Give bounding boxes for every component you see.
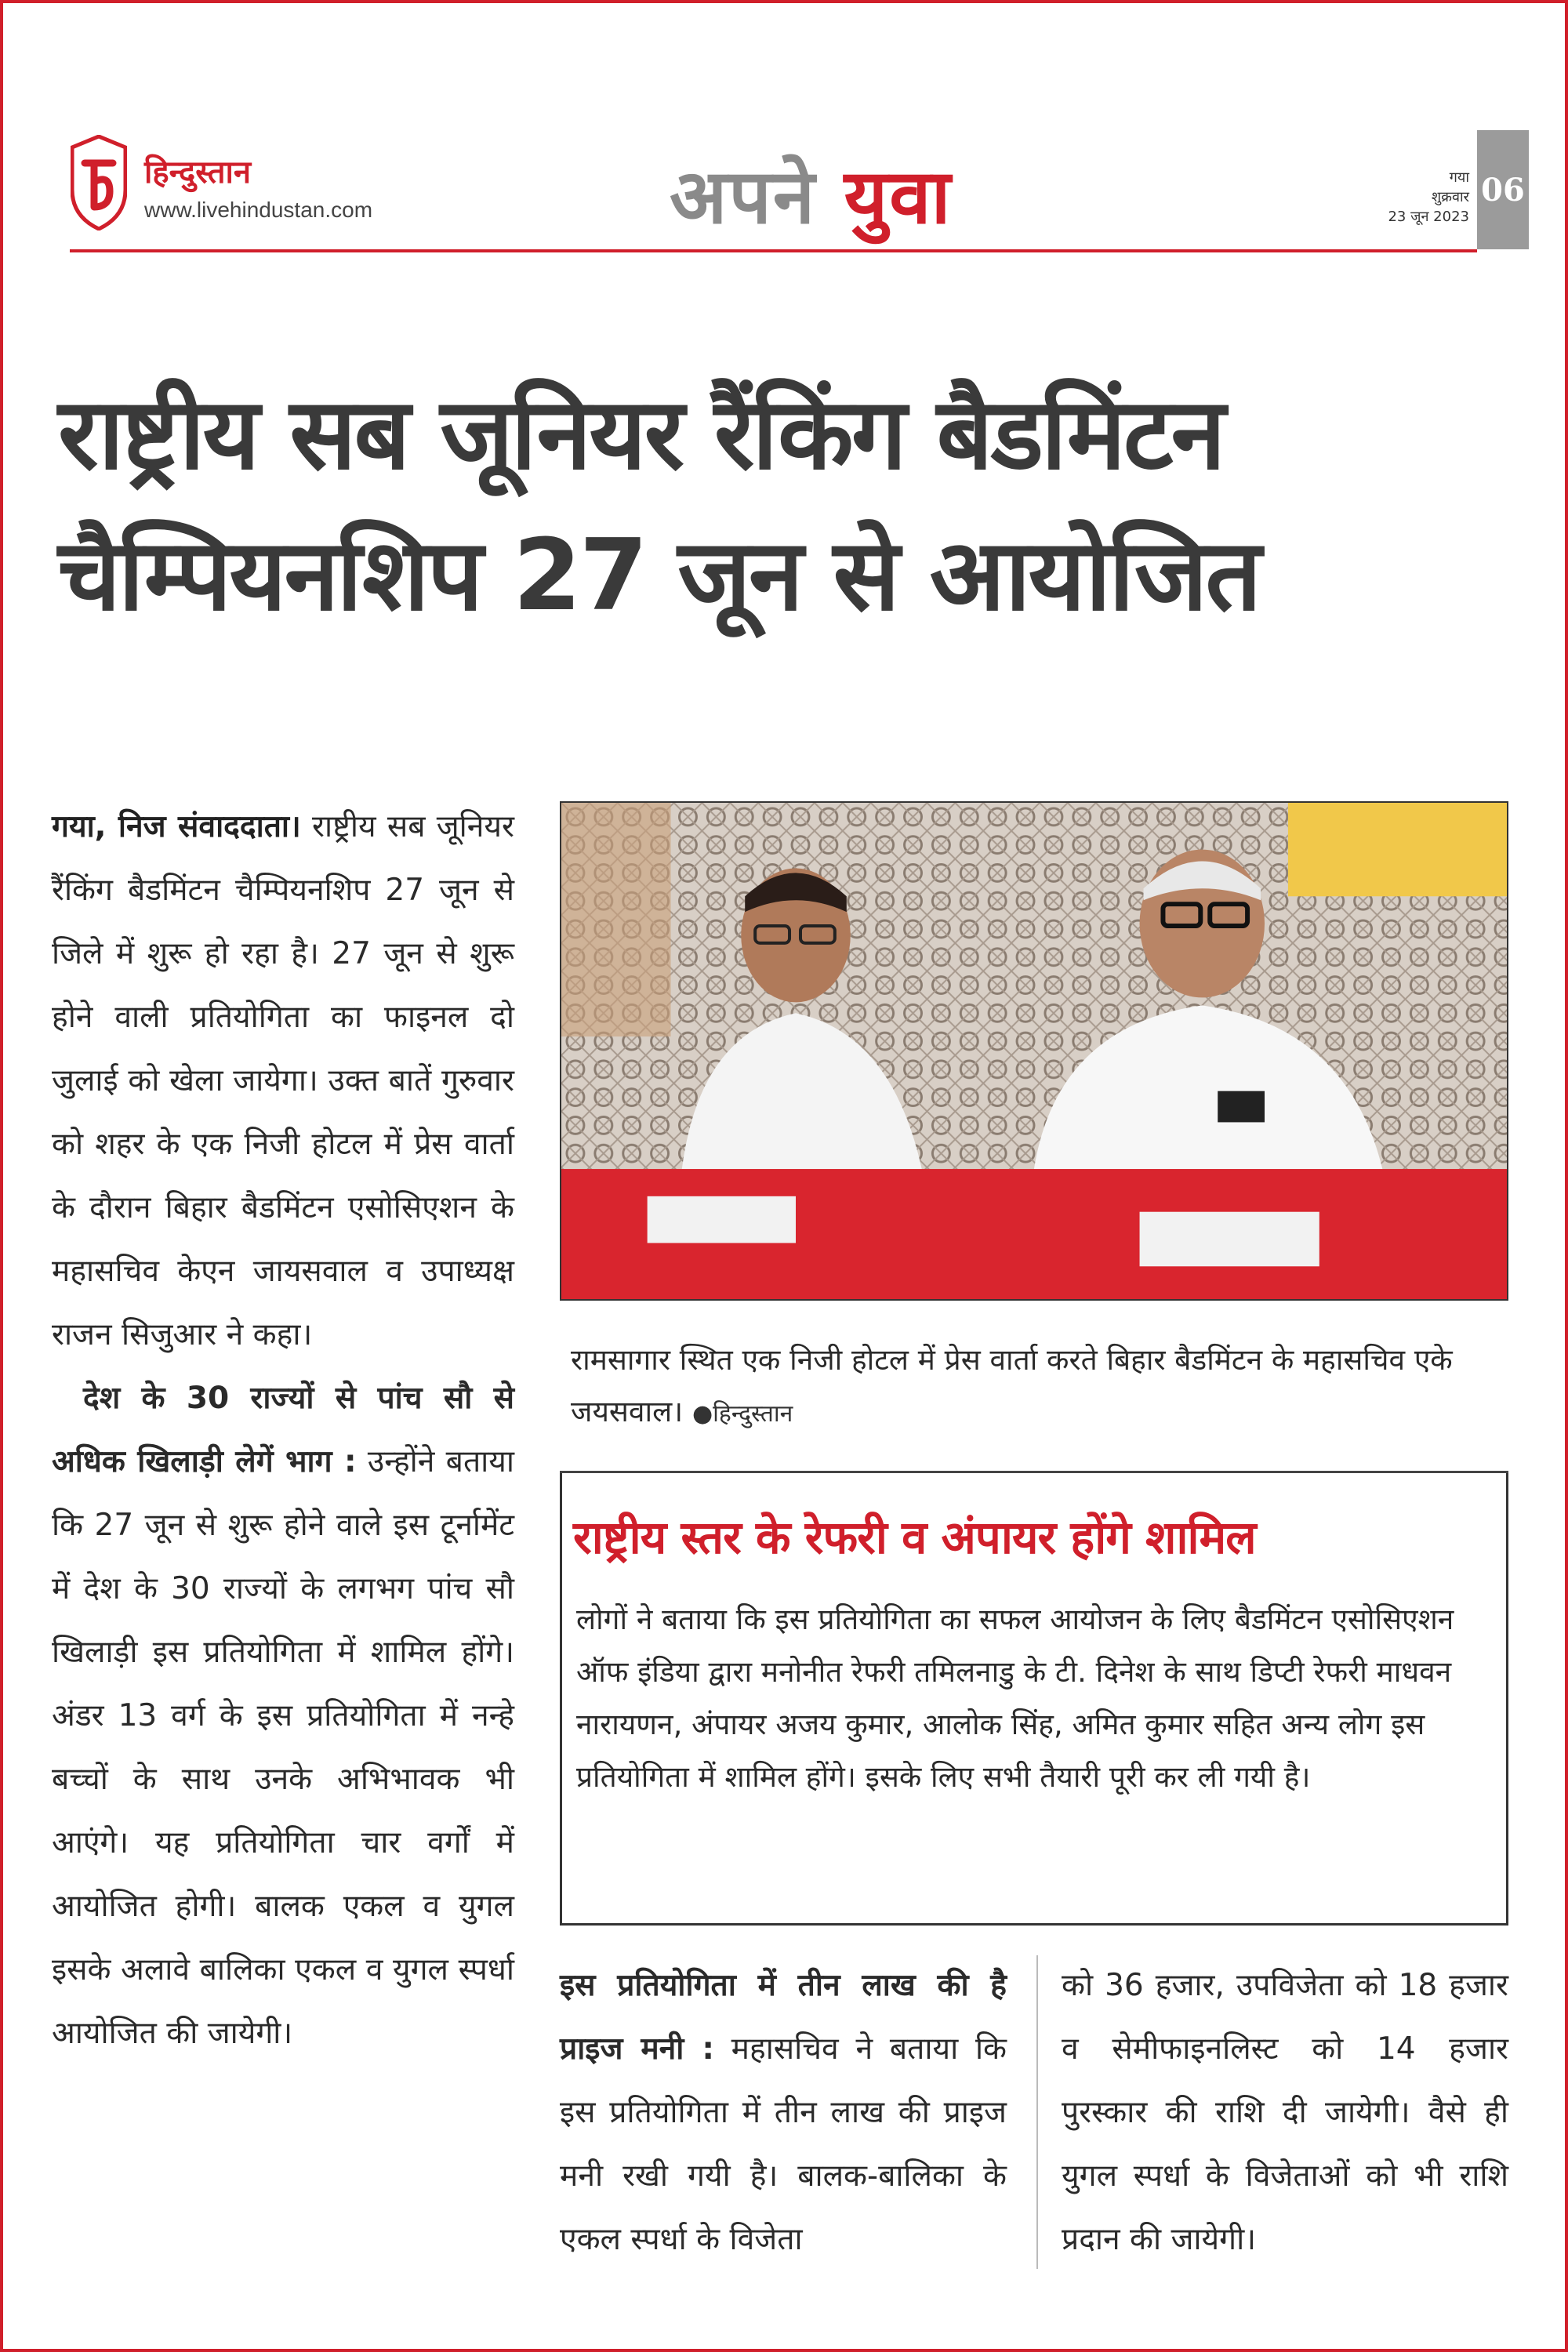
- story-paragraph-3-text: महासचिव ने बताया कि इस प्रतियोगिता में तीन लाख की प्राइज मनी रखी गयी है। बालक-बालिका के एकल स्पर्धा के विजेता: [560, 2031, 1007, 2257]
- section-title: [670, 143, 953, 245]
- story-subhead-2: इस प्रतियोगिता में तीन लाख की है प्राइज मनी :: [560, 1968, 1007, 2067]
- headline-line-2: चैम्पियनशिप 27 जून से आयोजित: [58, 517, 1260, 633]
- sidebar-story-box: [560, 1473, 1508, 1926]
- edition-date: 23 जून 2023: [1388, 209, 1469, 225]
- photo-caption-text: रामसागार स्थित एक निजी होटल में प्रेस वार्ता करते बिहार बैडमिंटन के महासचिव एके जयसवाल।: [571, 1343, 1453, 1428]
- hindustan-logo-icon: [71, 135, 127, 230]
- headline-line-1: राष्ट्रीय सब जूनियर रैंकिंग बैडमिंटन: [58, 376, 1224, 492]
- section-title-word-2: युवा: [844, 153, 953, 241]
- story-right-column: को 36 हजार, उपविजेता को 18 हजार व सेमीफाइनलिस्ट को 14 हजार पुरस्कार की राशि दी जायेगी। वैसे ही युगल स्पर्धा के विजेताओं को भी राशि प्रदान की जायेगी।: [1062, 1968, 1508, 2257]
- main-headline: [58, 364, 1516, 646]
- story-subhead-1: देश के 30 राज्यों से पांच सौ से अधिक खिलाड़ी लेगें भाग :: [52, 1381, 514, 1479]
- story-middle-column: [560, 1954, 1007, 2271]
- photo-caption: [571, 1334, 1496, 1440]
- brand-name: हिन्दुस्तान: [144, 154, 252, 191]
- section-title-word-1: अपने: [670, 153, 817, 241]
- press-conference-photo: [560, 801, 1508, 1301]
- sidebar-story-heading: राष्ट्रीय स्तर के रेफरी व अंपायर होंगे शामिल: [573, 1511, 1256, 1564]
- edition-weekday: शुक्रवार: [1431, 189, 1469, 205]
- page-number: 06: [1477, 130, 1529, 249]
- story-left-column: [52, 795, 514, 2065]
- story-paragraph-2-text: उन्होंने बताया कि 27 जून से शुरू होने वाले इस टूर्नामेंट में देश के 30 राज्यों के लगभग पांच सौ खिलाड़ी इस प्रतियोगिता में शामिल होंगे। अंडर 13 वर्ग के इस प्रतियोगिता में नन्हे बच्चों के साथ उनके अभिभावक भी आएंगे। यह प्रतियोगिता चार वर्गों में आयोजित होगी। बालक एकल व युगल इसके अलावे बालिका एकल व युगल स्पर्धा आयोजित की जायेगी।: [52, 1444, 514, 2051]
- column-divider: [1036, 1955, 1038, 2269]
- masthead: [3, 3, 1568, 262]
- story-paragraph-1-text: राष्ट्रीय सब जूनियर रैंकिंग बैडमिंटन चैम्पियनशिप 27 जून से जिले में शुरू हो रहा है। 27 जून से शुरू होने वाली प्रतियोगिता का फाइनल दो जुलाई को खेला जायेगा। उक्त बातें गुरुवार को शहर के एक निजी होटल में प्रेस वार्ता के दौरान बिहार बैडमिंटन एसोसिएशन के महासचिव केएन जायसवाल व उपाध्यक्ष राजन सिजुआर ने कहा।: [52, 809, 514, 1352]
- dateline-box: [1388, 168, 1469, 227]
- masthead-divider: [70, 249, 1477, 252]
- sidebar-story-text: लोगों ने बताया कि इस प्रतियोगिता का सफल आयोजन के लिए बैडमिंटन एसोसिएशन ऑफ इंडिया द्वारा मनोनीत रेफरी तमिलनाडु के टी. दिनेश के साथ डिप्टी रेफरी माधवन नारायणन, अंपायर अजय कुमार, आलोक सिंह, अमित कुमार सहित अन्य लोग इस प्रतियोगिता में शामिल होंगे। इसके लिए सभी तैयारी पूरी कर ली गयी है।: [576, 1602, 1454, 1794]
- brand-url[interactable]: www.livehindustan.com: [144, 198, 373, 222]
- photo-illustration: [561, 803, 1507, 1299]
- story-paragraph-2: [52, 1367, 514, 2065]
- edition-city: गया: [1449, 169, 1469, 186]
- story-dateline: गया, निज संवाददाता।: [52, 809, 301, 844]
- photo-credit: ●हिन्दुस्तान: [691, 1400, 793, 1428]
- story-paragraph-1: [52, 795, 514, 1367]
